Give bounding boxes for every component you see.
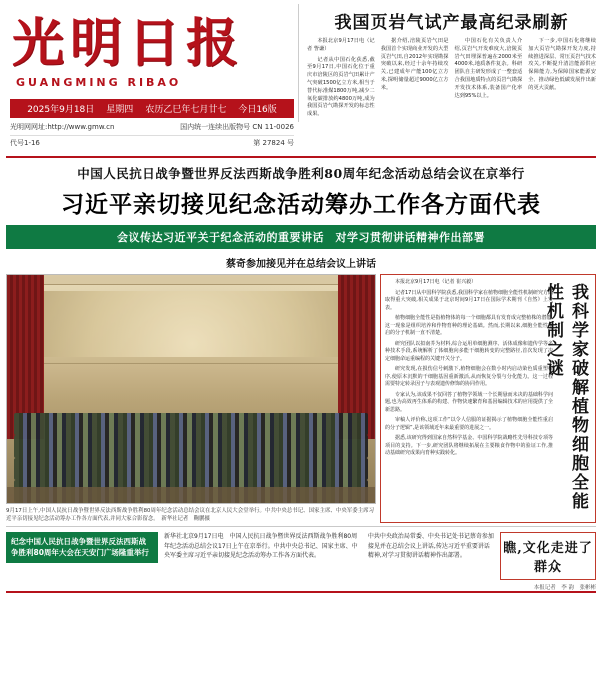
newspaper-logo: 光明日报	[12, 13, 245, 74]
footer-left	[6, 532, 158, 563]
side-story-paragraph: 审稿人评价称,这项工作“以令人信服的证据揭示了植物细胞全能性重启的分子逻辑”,是该领域近年来最重要的进展之一。	[385, 417, 553, 431]
top-story-paragraph: 下一步,中国石化将继续加大页岩气勘探开发力度,持续推进深层、常压页岩气技术攻关,不断提升清洁能源供应保障能力,为保障国家能源安全、推动绿色低碳发展作出新的更大贡献。	[528, 38, 596, 91]
side-story-body	[385, 279, 553, 518]
footer-area	[6, 532, 596, 591]
footer-right	[500, 532, 596, 591]
top-story-column	[528, 38, 596, 122]
footer-paragraph: 新华社北京9月17日电 中国人民抗日战争暨世界反法西斯战争胜利80周年纪念活动总结会议17日上午在京举行。中共中央总书记、国家主席、中央军委主席习近平亲切接见纪念活动筹办工作各方面代表。	[164, 533, 358, 560]
masthead-left	[6, 4, 298, 148]
top-story-column	[455, 38, 523, 122]
side-story-paragraph: 植物细胞全能性是指植物体的每一个细胞都具有发育成完整植株的潜能,这一现象是组织培养和作物育种的理论基础。然而,长期以来,细胞全能性重启的分子机制一直不清楚。	[385, 315, 553, 336]
masthead-meta	[10, 122, 294, 148]
body-area	[6, 274, 596, 523]
photo-row	[14, 458, 367, 481]
footer-feature-headline: 瞧,文化走进了群众	[500, 532, 596, 580]
lead-shoulder-headline: 中国人民抗日战争暨世界反法西斯战争胜利80周年纪念活动总结会议在京举行	[77, 166, 525, 181]
top-story-column	[307, 38, 375, 122]
lead-headline-block	[6, 164, 596, 270]
side-story-dateline: 本报北京9月17日电（记者 崔兴毅）	[395, 279, 477, 285]
photo-column	[6, 274, 374, 523]
side-story-paragraph: 研究发现,在损伤信号刺激下,植物细胞会在数小时内启动染色质重塑程序,使原本沉默的干细胞基因重新激活,从而恢复分裂与分化能力。这一过程需要特定转录因子与表观遗传修饰的协同作用。	[385, 366, 553, 387]
photo-row	[14, 435, 367, 458]
top-story-column	[381, 38, 449, 122]
footer-paragraph: 中共中央政治局常委、中央书记处书记蔡奇参加接见并在总结会议上讲话,传达习近平重要讲话精神,对学习贯彻讲话精神作出部署。	[367, 533, 494, 560]
side-story-paragraph: 据悉,该研究得到国家自然科学基金、中国科学院战略性先导科技专项等项目的支持。下一步,研究团队将继续拓展在主要粮食作物中的验证工作,推动基础研究成果向育种实践转化。	[385, 435, 553, 456]
lead-main-headline: 习近平亲切接见纪念活动筹办工作各方面代表	[61, 191, 541, 218]
license-number: 国内统一连续出版物号 CN 11-0026	[180, 123, 294, 131]
photo-floor	[7, 487, 375, 503]
issue-lunar-date: 农历乙巳年七月廿七	[145, 105, 227, 115]
lead-secondary-headline: 蔡奇参加接见并在总结会议上讲话	[226, 259, 376, 270]
footer-green-headline: 纪念中国人民抗日战争暨世界反法西斯战争胜利80周年大会在天安门广场隆重举行	[6, 532, 158, 563]
footer-divider	[6, 526, 596, 527]
issue-page-count: 今日16版	[238, 105, 277, 115]
masthead-date-bar	[10, 99, 294, 118]
footer-middle	[164, 532, 494, 561]
footer-byline: 本报记者 李 韵 张彬彬	[533, 585, 596, 592]
issue-range: 代号1-16	[10, 138, 40, 147]
masthead	[6, 4, 596, 158]
group-photo	[6, 274, 376, 504]
top-story-dateline: 本报北京9月17日电（记者 訾谦）	[307, 38, 375, 52]
photo-people-rows	[7, 362, 375, 503]
side-story	[380, 274, 596, 523]
photo-mural	[29, 284, 355, 364]
top-story-paragraph: 据介绍,涪陵页岩气田是我国首个实现商业开发的大型页岩气田,自2012年实现勘探突破以来,经过十余年持续攻关,已建成年产能100亿立方米,探明储量超过9000亿立方米。	[380, 38, 449, 91]
side-story-paragraph: 记者17日从中国科学院获悉,我国科学家在植物细胞全能性机制研究方面取得重大突破,相关成果于北京时间9月17日在国际学术期刊《自然》上发表。	[385, 289, 553, 311]
top-story-paragraph: 中国石化有关负责人介绍,页岩气开发难度大,涪陵页岩气田埋深普遍在2000米至4000米,地质条件复杂。科研团队自主研发形成了一整套适合我国地质特点的页岩气勘探开发技术体系,装备国产化率达到95%以上。	[454, 38, 523, 99]
lead-subheadline-banner: 会议传达习近平关于纪念活动的重要讲话 对学习贯彻讲话精神作出部署	[6, 225, 596, 249]
side-story-paragraph: 专家认为,该成果不仅回答了植物学领域一个长期悬而未决的基础科学问题,也为高效再生体系的构建、作物快速繁育和基因编辑技术的应用提供了全新思路。	[385, 391, 553, 413]
footer-text-row	[164, 532, 494, 561]
newspaper-logo-pinyin: GUANGMING RIBAO	[16, 76, 182, 89]
top-story-paragraph: 记者从中国石化获悉,截至9月17日,中国石化位于重庆市涪陵区的页岩气田累计产气突破1500亿立方米,相当于替代标准煤1800万吨,减少二氧化碳排放约4800万吨,成为我国页岩气勘探开发的标志性成果。	[307, 56, 375, 118]
top-story-headline: 我国页岩气试产最高纪录刷新	[334, 13, 569, 33]
top-story-columns	[307, 38, 596, 122]
issue-number: 第 27824 号	[253, 138, 294, 147]
website-label[interactable]: 光明网网址:http://www.gmw.cn	[10, 123, 115, 131]
issue-date: 2025年9月18日	[27, 105, 95, 115]
photo-row	[14, 413, 367, 436]
side-story-paragraph: 研究团队以拟南芥为材料,综合运用单细胞测序、活体成像和遗传学等多种技术手段,系统解析了体细胞向多能干细胞转变的完整路径,首次发现了决定细胞命运重编程的关键开关分子。	[385, 340, 553, 362]
masthead-top-story	[298, 4, 596, 122]
side-story-headline: 我科学家破解植物细胞全能性机制之谜	[543, 283, 588, 511]
photo-caption: 9月17日上午,中国人民抗日战争暨世界反法西斯战争胜利80周年纪念活动总结会议在北京人民大会堂举行。中共中央总书记、国家主席、中央军委主席习近平亲切接见纪念活动筹办工作各方面代表,并同大家合影留念。 新华社记者 鞠鹏摄	[6, 508, 374, 523]
issue-weekday: 星期四	[106, 105, 134, 115]
